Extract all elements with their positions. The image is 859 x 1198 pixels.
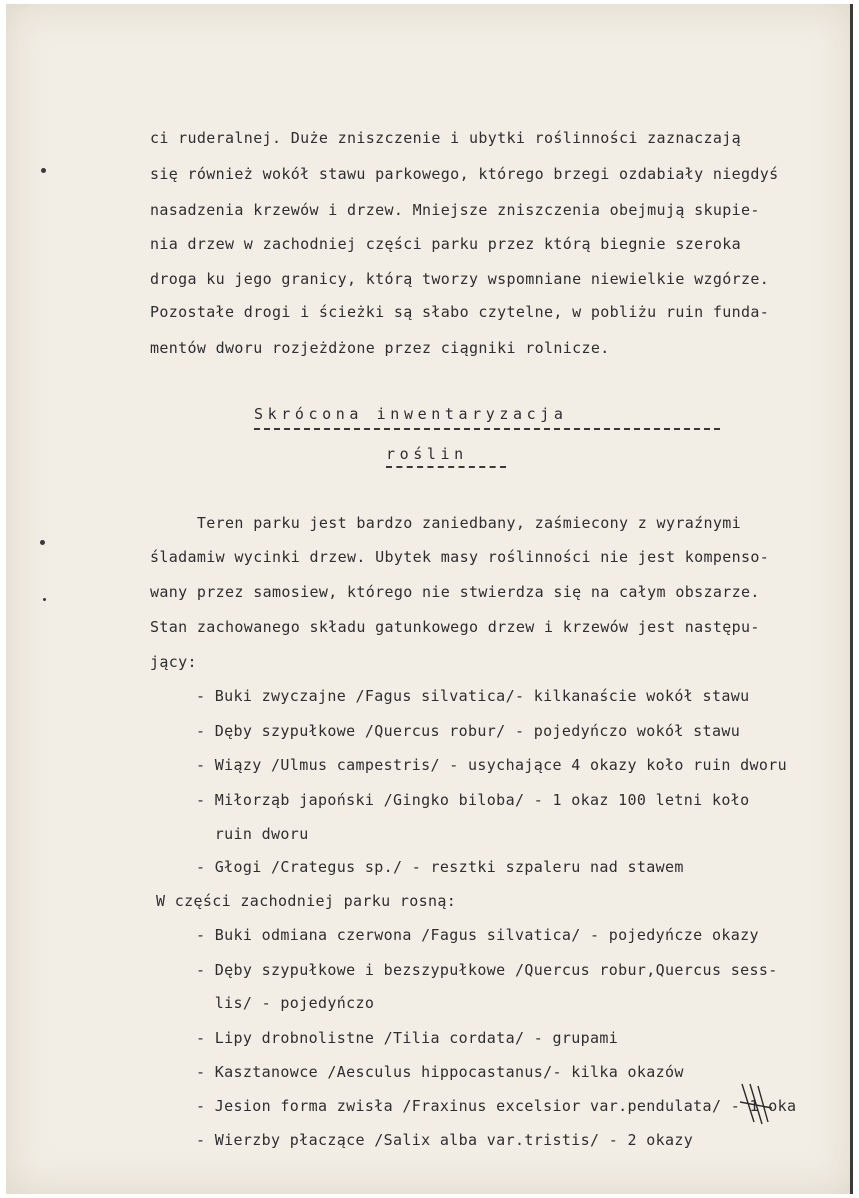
punch-mark	[40, 540, 45, 545]
list-item: - Dęby szypułkowe /Quercus robur/ - pojedyńczo wokół stawu	[196, 722, 741, 740]
heading-underline	[254, 428, 720, 430]
handwritten-strike-mark	[738, 1082, 778, 1126]
list-item: - Dęby szypułkowe i bezszypułkowe /Quercus robur,Quercus sess-	[196, 961, 778, 979]
section-heading-second-line: roślin	[386, 445, 468, 463]
list-item: - Lipy drobnolistne /Tilia cordata/ - grupami	[196, 1029, 619, 1047]
section-heading: Skrócona inwentaryzacja	[254, 405, 568, 423]
subsection-intro: W części zachodniej parku rosną:	[156, 892, 457, 910]
list-item: - Miłorząb japoński /Gingko biloba/ - 1 okaz 100 letni koło	[196, 791, 750, 809]
punch-mark	[43, 598, 46, 601]
list-item: lis/ - pojedyńczo	[196, 994, 375, 1012]
paragraph-line: droga ku jego granicy, którą tworzy wspomniane niewielkie wzgórze.	[150, 270, 770, 288]
heading-underline	[386, 466, 506, 468]
paragraph-line: nia drzew w zachodniej części parku przez którą biegnie szeroka	[150, 235, 741, 253]
list-item: - Wiązy /Ulmus campestris/ - usychające 4 okazy koło ruin dworu	[196, 756, 787, 774]
paragraph-line: śladamiw wycinki drzew. Ubytek masy roślinności nie jest kompenso-	[150, 548, 770, 566]
paragraph-line: nasadzenia krzewów i drzew. Mniejsze zniszczenia obejmują skupie-	[150, 201, 760, 219]
list-item: - Kasztanowce /Aesculus hippocastanus/- kilka okazów	[196, 1063, 684, 1081]
paragraph-line: mentów dworu rozjeżdżone przez ciągniki rolnicze.	[150, 339, 610, 357]
list-item: - Buki zwyczajne /Fagus silvatica/- kilkanaście wokół stawu	[196, 687, 750, 705]
punch-mark	[41, 168, 46, 173]
paragraph-line: się również wokół stawu parkowego, którego brzegi ozdabiały niegdyś	[150, 165, 779, 183]
list-item: - Buki odmiana czerwona /Fagus silvatica/ - pojedyńcze okazy	[196, 926, 759, 944]
paragraph-line: Teren parku jest bardzo zaniedbany, zaśmiecony z wyraźnymi	[150, 514, 741, 532]
paragraph-line: wany przez samosiew, którego nie stwierdza się na całym obszarze.	[150, 583, 760, 601]
paragraph-line: jący:	[150, 653, 197, 671]
paragraph-line: Stan zachowanego składu gatunkowego drzew i krzewów jest następu-	[150, 618, 760, 636]
list-item: ruin dworu	[196, 825, 309, 843]
paragraph-line: ci ruderalnej. Duże zniszczenie i ubytki roślinności zaznaczają	[150, 129, 741, 147]
list-item: - Jesion forma zwisła /Fraxinus excelsior var.pendulata/ - 1 oka	[196, 1097, 797, 1115]
list-item: - Głogi /Crategus sp./ - resztki szpaleru nad stawem	[196, 858, 684, 876]
list-item: - Wierzby płaczące /Salix alba var.tristis/ - 2 okazy	[196, 1131, 694, 1149]
paragraph-line: Pozostałe drogi i ścieżki są słabo czytelne, w pobliżu ruin funda-	[150, 303, 770, 321]
